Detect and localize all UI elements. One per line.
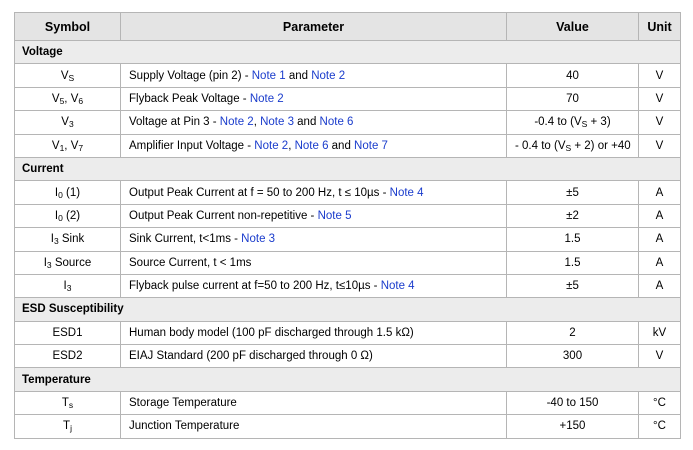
value-text: -0.4 to (V [534, 116, 582, 129]
table-row [15, 345, 681, 368]
table-row [15, 228, 681, 251]
unit-cell: A [639, 228, 681, 251]
value-cell: 1.5 [507, 228, 639, 251]
symbol-cell: ESD2 [15, 345, 121, 368]
unit-cell: °C [639, 391, 681, 414]
value-cell: ±2 [507, 204, 639, 227]
header-value: Value [507, 13, 639, 41]
symbol-cell [15, 64, 121, 87]
parameter-cell: Storage Temperature [121, 391, 507, 414]
section-title: ESD Susceptibility [15, 298, 681, 321]
value-cell: ±5 [507, 274, 639, 297]
symbol-text: T [63, 420, 71, 433]
parameter-cell [121, 87, 507, 110]
parameter-cell [121, 228, 507, 251]
symbol-subscript: 5 [59, 95, 65, 106]
parameter-cell [121, 274, 507, 297]
parameter-text: Output Peak Current at f = 50 to 200 Hz, t ≤ 10µs - [129, 186, 390, 199]
value-cell: ±5 [507, 181, 639, 204]
symbol-text: I [43, 256, 47, 269]
section-title: Temperature [15, 368, 681, 391]
symbol-suffix: (1) [62, 186, 81, 199]
section-title: Current [15, 157, 681, 180]
symbol-cell [15, 415, 121, 438]
value-cell [507, 111, 639, 134]
symbol-cell [15, 87, 121, 110]
parameter-text: and [285, 69, 312, 82]
parameter-text: Flyback Peak Voltage - [129, 92, 250, 105]
symbol-text: V [61, 116, 69, 129]
unit-cell: V [639, 87, 681, 110]
section-temperature [15, 368, 681, 391]
parameter-cell [121, 64, 507, 87]
value-cell: 1.5 [507, 251, 639, 274]
note-link[interactable]: Note 3 [260, 116, 294, 129]
absolute-maximum-ratings-table [14, 12, 681, 439]
symbol-subscript: 3 [66, 283, 72, 294]
symbol-subscript: s [68, 400, 74, 411]
symbol-separator: , [64, 92, 71, 105]
parameter-text: Flyback pulse current at f=50 to 200 Hz, t≤10µs - [129, 280, 381, 293]
note-link[interactable]: Note 4 [380, 280, 415, 293]
parameter-text: and [293, 116, 320, 129]
symbol-suffix: Sink [58, 233, 85, 246]
value-cell: 300 [507, 345, 639, 368]
note-link[interactable]: Note 1 [251, 69, 286, 82]
note-link[interactable]: Note 2 [311, 69, 346, 82]
unit-cell: kV [639, 321, 681, 344]
unit-cell: A [639, 274, 681, 297]
symbol-cell [15, 251, 121, 274]
note-link[interactable]: Note 7 [354, 139, 388, 152]
symbol-cell [15, 274, 121, 297]
unit-cell: V [639, 134, 681, 157]
header-row [15, 13, 681, 41]
value-cell: 2 [507, 321, 639, 344]
section-title: Voltage [15, 41, 681, 64]
symbol-cell [15, 391, 121, 414]
table-row [15, 111, 681, 134]
symbol-text: I [54, 209, 59, 222]
value-cell [507, 134, 639, 157]
symbol-cell [15, 181, 121, 204]
parameter-cell: Human body model (100 pF discharged through 1.5 kΩ) [121, 321, 507, 344]
table-row [15, 134, 681, 157]
parameter-cell [121, 204, 507, 227]
unit-cell: A [639, 181, 681, 204]
unit-cell: °C [639, 415, 681, 438]
value-text: + 3) [587, 116, 611, 129]
unit-cell: V [639, 345, 681, 368]
symbol-text: V [70, 139, 79, 152]
unit-cell: V [639, 111, 681, 134]
parameter-text: Sink Current, t<1ms - [129, 233, 242, 246]
symbol-subscript: 1 [59, 142, 65, 153]
parameter-cell: Source Current, t < 1ms [121, 251, 507, 274]
value-cell: 70 [507, 87, 639, 110]
table-row [15, 204, 681, 227]
value-subscript: S [565, 142, 572, 153]
value-subscript: S [581, 119, 588, 130]
symbol-subscript: 6 [78, 95, 84, 106]
note-link[interactable]: Note 2 [254, 139, 289, 152]
symbol-separator: , [64, 139, 71, 152]
symbol-subscript: 7 [78, 142, 84, 153]
symbol-text: V [70, 92, 79, 105]
table-row [15, 391, 681, 414]
parameter-cell: EIAJ Standard (200 pF discharged through 0 Ω) [121, 345, 507, 368]
parameter-text: Supply Voltage (pin 2) - [129, 69, 252, 82]
table-row [15, 274, 681, 297]
symbol-subscript: 0 [58, 212, 63, 223]
table-row [15, 87, 681, 110]
symbol-cell [15, 134, 121, 157]
symbol-subscript: j [70, 423, 72, 434]
parameter-cell [121, 134, 507, 157]
parameter-text: Voltage at Pin 3 - [129, 116, 220, 129]
symbol-subscript: S [68, 72, 75, 83]
symbol-subscript: 3 [46, 259, 52, 270]
symbol-subscript: 3 [68, 119, 74, 130]
note-link[interactable]: Note 3 [241, 233, 276, 246]
value-text: + 2) or +40 [571, 139, 631, 152]
symbol-cell [15, 204, 121, 227]
table-row [15, 64, 681, 87]
symbol-text: I [54, 186, 59, 199]
value-cell: 40 [507, 64, 639, 87]
value-text: - 0.4 to (V [515, 139, 566, 152]
parameter-text: and [328, 139, 355, 152]
note-link[interactable]: Note 6 [294, 139, 329, 152]
symbol-cell: ESD1 [15, 321, 121, 344]
value-cell: +150 [507, 415, 639, 438]
unit-cell: V [639, 64, 681, 87]
header-symbol: Symbol [15, 13, 121, 41]
table-row [15, 321, 681, 344]
symbol-suffix: (2) [62, 209, 81, 222]
note-link[interactable]: Note 2 [249, 92, 284, 105]
symbol-text: V [51, 139, 60, 152]
parameter-cell [121, 111, 507, 134]
header-unit: Unit [639, 13, 681, 41]
parameter-text: Output Peak Current non-repetitive - [129, 209, 318, 222]
section-esd-susceptibility [15, 298, 681, 321]
note-link[interactable]: Note 5 [317, 209, 352, 222]
table-row [15, 251, 681, 274]
parameter-text: , [288, 139, 295, 152]
symbol-cell [15, 111, 121, 134]
note-link[interactable]: Note 6 [319, 116, 354, 129]
value-cell: -40 to 150 [507, 391, 639, 414]
symbol-text: V [60, 69, 69, 82]
symbol-suffix: Source [51, 256, 92, 269]
section-voltage [15, 41, 681, 64]
parameter-text: , [253, 116, 261, 129]
symbol-text: I [63, 280, 67, 293]
symbol-subscript: 3 [53, 236, 59, 247]
note-link[interactable]: Note 4 [389, 186, 424, 199]
table-row [15, 181, 681, 204]
unit-cell: A [639, 204, 681, 227]
section-current [15, 157, 681, 180]
table-row [15, 415, 681, 438]
note-link[interactable]: Note 2 [219, 116, 254, 129]
symbol-text: I [50, 233, 54, 246]
header-parameter: Parameter [121, 13, 507, 41]
unit-cell: A [639, 251, 681, 274]
parameter-cell: Junction Temperature [121, 415, 507, 438]
symbol-subscript: 0 [58, 189, 63, 200]
parameter-cell [121, 181, 507, 204]
symbol-text: T [61, 397, 69, 410]
symbol-text: V [51, 92, 60, 105]
parameter-text: Amplifier Input Voltage - [129, 139, 255, 152]
symbol-cell [15, 228, 121, 251]
